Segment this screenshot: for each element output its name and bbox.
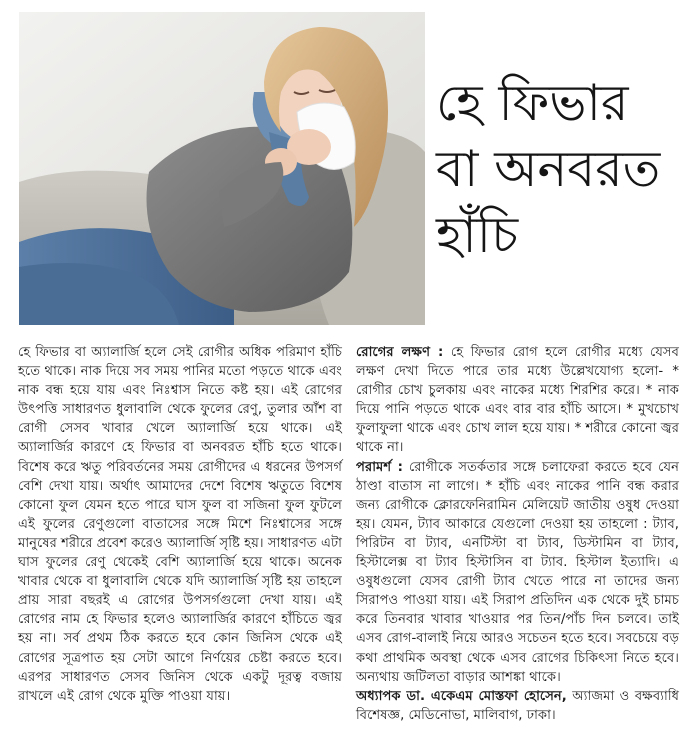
symptoms-text: হে ফিভার রোগ হলে রোগীর মধ্যে যেসব লক্ষণ দেখা দিতে পারে তার মধ্যে উল্লেখযোগ্য হলো- * রোগীর চোখ চুলকায় এবং নাকের মধ্যে শিরশির করে। * নাক দিয়ে পানি পড়তে থাকে এবং বার বার হাঁচি আসে। * মুখচোখ ফুলাফুলা থাকে এবং চোখ লাল হয়ে যায়। * শরীরে কোনো জ্বর থাকে না।	[356, 345, 679, 456]
headline	[436, 70, 686, 268]
article-column-left	[18, 343, 342, 706]
headline-line-1: হে ফিভার	[436, 74, 629, 132]
advice-label: পরামর্শ :	[356, 459, 403, 475]
advice-text: রোগীকে সতর্কতার সঙ্গে চলাফেরা করতে হবে যেন ঠাণ্ডা বাতাস না লাগে। * হাঁচি এবং নাকের পানি বন্ধ করার জন্য রোগীকে ক্লোরফেনিরামিন মেলিয়েট জাতীয় ওষুধ দেওয়া হয়। যেমন, ট্যাব আকারে যেগুলো দেওয়া হয় তাহলো : ট্যাব, পিরিটন বা ট্যাব, এনটিস্টা বা ট্যাব, ডিস্টামিন বা ট্যাব, হিস্টালেক্স বা ট্যাব হিস্টাসিন বা ট্যাব. হিস্টাল ইত্যাদি। এ ওষুধগুলো যেসব রোগী ট্যাব খেতে পারে না তাদের জন্য সিরাপও পাওয়া যায়। এই সিরাপ প্রতিদিন এক থেকে দুই চামচ করে তিনবার খাবার খাওয়ার পর তিন/পাঁচ দিন চলবে। তাই এসব রোগ-বালাই নিয়ে আরও সচেতন হতে হবে। সবচেয়ে বড় কথা প্রাথমিক অবস্থা থেকে এসব রোগের চিকিৎসা নিতে হবে। অন্যথায় জটিলতা বাড়ার আশঙ্কা থাকে।	[356, 459, 679, 685]
author-credit	[356, 687, 679, 725]
advice-paragraph	[356, 458, 679, 687]
woman-sneezing-photo	[19, 12, 425, 325]
symptoms-label: রোগের লক্ষণ :	[356, 345, 444, 360]
author-detail: অ্যাজমা ও বক্ষব্যাধি বিশেষজ্ঞ, মেডিনোভা, মালিবাগ, ঢাকা।	[356, 688, 679, 723]
intro-paragraph: হে ফিভার বা অ্যালার্জি হলে সেই রোগীর অধিক পরিমাণ হাঁচি হতে থাকে। নাক দিয়ে সব সময় পানির মতো পড়তে থাকে এবং নাক বন্ধ হয়ে যায় এবং নিঃশ্বাস নিতে কষ্ট হয়। এই রোগের উৎপত্তি সাধারণত ধুলাবালি থেকে ফুলের রেণু, তুলার আঁশ বা রোগী সেসব খাবার খেলে অ্যালার্জি হয়ে থাকে। এই অ্যালার্জির কারণে হে ফিভার বা অনবরত হাঁচি হতে থাকে। বিশেষ করে ঋতু পরিবর্তনের সময় রোগীদের এ ধরনের উপসর্গ বেশি দেখা যায়। অর্থাৎ আমাদের দেশে বিশেষ ঋতুতে বিশেষ কোনো ফুল যেমন হতে পারে ঘাস ফুল বা সজিনা ফুল ফুটলে এই ফুলের রেণুগুলো বাতাসের সঙ্গে মিশে নিঃশ্বাসের সঙ্গে মানুষের শরীরে প্রবেশ করেও অ্যালার্জি সৃষ্টি হয়। সাধারণত এটা ঘাস ফুলের রেণু থেকেই বেশি অ্যালার্জি হয়ে থাকে। অনেক খাবার থেকে বা ধুলাবালি থেকে যদি অ্যালার্জি সৃষ্টি হয় তাহলে প্রায় সারা বছরই এ রোগের উপসর্গগুলো দেখা যায়। এই রোগের নাম হে ফিভার হলেও অ্যালার্জির কারণে হাঁচিতে জ্বর হয় না। সর্ব প্রথম ঠিক করতে হবে কোন জিনিস থেকে এই রোগের সূত্রপাত হয় সেটা আগে নির্ণয়ের চেষ্টা করতে হবে। এরপর সাধারণত সেসব জিনিস থেকে একটু দূরত্ব বজায় রাখলে এই রোগ থেকে মুক্তি পাওয়া যায়।	[18, 345, 342, 704]
symptoms-paragraph	[356, 343, 679, 458]
headline-line-2: বা অনবরত	[436, 140, 661, 198]
author-name: অধ্যাপক ডা. একেএম মোস্তফা হোসেন,	[356, 688, 567, 704]
headline-line-3: হাঁচি	[436, 206, 519, 264]
article-column-right	[356, 343, 679, 725]
